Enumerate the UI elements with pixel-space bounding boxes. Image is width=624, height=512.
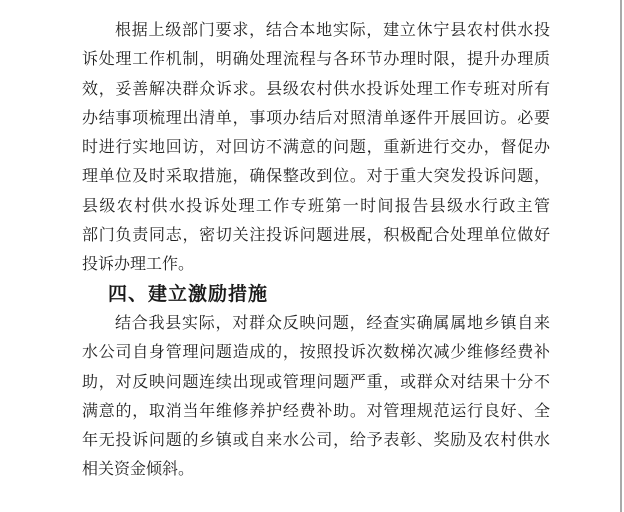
paragraph1-line: 时进行实地回访，对回访不满意的问题，重新进行交办，督促办 bbox=[82, 139, 550, 157]
page-right-edge bbox=[620, 0, 622, 512]
paragraph1-line: 县级农村供水投诉处理工作专班第一时间报告县级水行政主管 bbox=[82, 197, 550, 215]
paragraph1-line: 办结事项梳理出清单，事项办结后对照清单逐件开展回访。必要 bbox=[82, 109, 550, 127]
paragraph1-line: 诉处理工作机制，明确处理流程与各环节办理时限，提升办理质 bbox=[82, 51, 550, 69]
paragraph1-line: 根据上级部门要求，结合本地实际，建立休宁县农村供水投 bbox=[115, 22, 550, 39]
paragraph2-line: 结合我县实际，对群众反映问题，经查实确属属地乡镇自来 bbox=[115, 314, 550, 332]
paragraph1-line: 效，妥善解决群众诉求。县级农村供水投诉处理工作专班对所有 bbox=[82, 80, 550, 98]
paragraph2-line: 助，对反映问题连续出现或管理问题严重，或群众对结果十分不 bbox=[82, 373, 550, 391]
paragraph1-line: 部门负责同志，密切关注投诉问题进展，积极配合处理单位做好 bbox=[82, 227, 550, 245]
paragraph1-line: 理单位及时采取措施，确保整改到位。对于重大突发投诉问题， bbox=[82, 168, 550, 186]
paragraph2-line: 满意的，取消当年维修养护经费补助。对管理规范运行良好、全 bbox=[82, 402, 550, 420]
paragraph1-line: 投诉办理工作。 bbox=[82, 256, 195, 274]
paragraph2-line: 年无投诉问题的乡镇或自来水公司，给予表彰、奖励及农村供水 bbox=[82, 432, 550, 450]
paragraph2-line: 相关资金倾斜。 bbox=[82, 461, 195, 479]
paragraph2-line: 水公司自身管理问题造成的，按照投诉次数梯次减少维修经费补 bbox=[82, 344, 550, 362]
text-column bbox=[82, 16, 550, 485]
section-heading: 四、建立激励措施 bbox=[108, 283, 269, 305]
